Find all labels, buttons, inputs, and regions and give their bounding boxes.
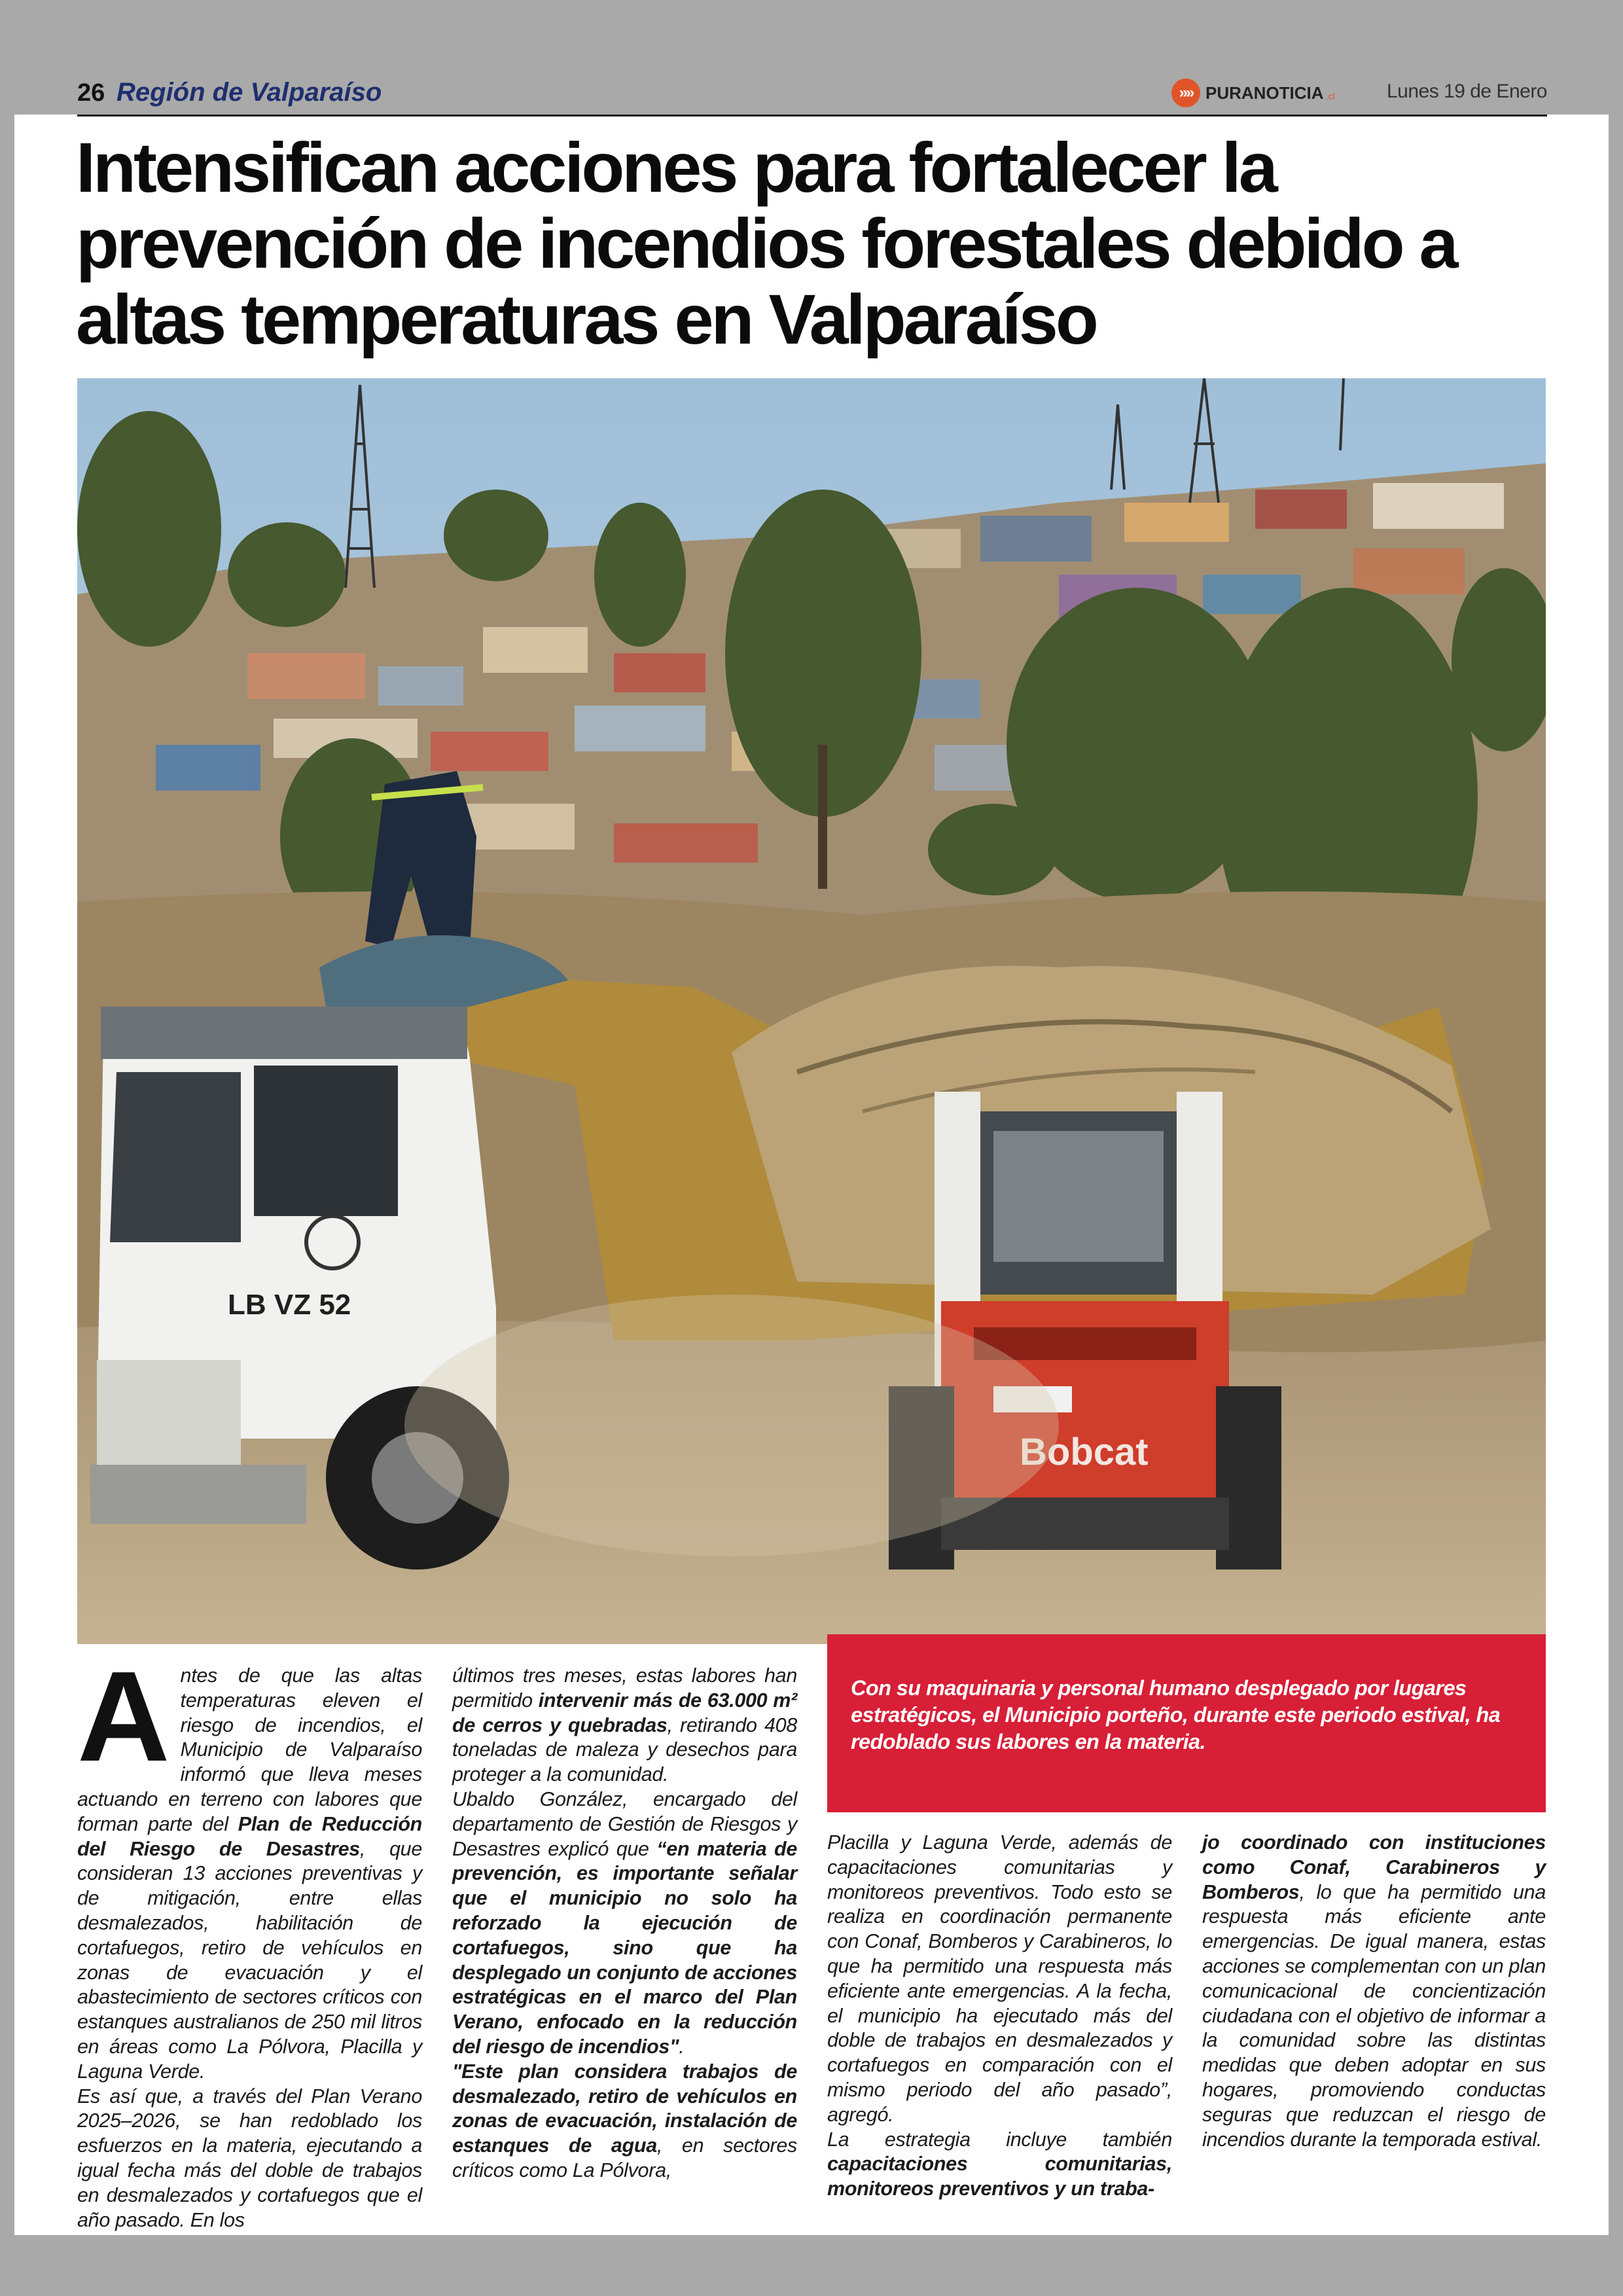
paragraph <box>77 2085 422 2233</box>
page-number: 26 <box>77 79 105 107</box>
text-run: La estrategia incluye también <box>827 2128 1172 2151</box>
bold-run: jo coordinado con instituciones como Conaf, Carabineros y Bomberos <box>1202 1831 1546 1903</box>
page-header <box>77 75 1547 117</box>
bold-run: capacitaciones comunitarias, monitoreos preventivos y un traba- <box>827 2153 1172 2200</box>
text-run: últimos tres meses, estas labores han permitido <box>452 1664 797 1712</box>
paragraph <box>452 1787 797 2060</box>
bold-run: “en materia de prevención, es importante señalar que el municipio no solo ha reforzado la ejecución de cortafuegos, sino que ha desplegado un conjunto de acciones estratégicas en el marco del Plan Verano, enfocado en la reducción del riesgo de incendios" <box>452 1837 797 2058</box>
article-photo <box>77 378 1546 1644</box>
text-run: ntes de que las altas temperaturas eleven el riesgo de incendios, el Municipio de Valparaíso informó que lleva meses actuando en terreno con labores que forman parte del <box>77 1664 422 1835</box>
pull-quote-text: Con su maquinaria y personal humano desplegado por lugares estratégicos, el Municipio porteño, durante este periodo estival, ha redoblado sus labores en la materia. <box>851 1676 1501 1753</box>
text-run: Es así que, a través del Plan Verano 2025–2026, se han redoblado los esfuerzos en la materia, ejecutando a igual fecha más del doble de trabajos en desmalezados y cortafuegos que el año pasado. En los <box>77 2085 422 2231</box>
article-column-4 <box>1202 1831 1546 2152</box>
brand-name: PURANOTICIA <box>1205 82 1324 103</box>
pull-quote-box <box>827 1634 1546 1812</box>
article-headline: Intensifican acciones para fortalecer la prevención de incendios forestales debido a altas temperaturas en Valparaíso <box>76 128 1456 359</box>
bold-run: intervenir más de 63.000 m² de cerros y quebradas <box>452 1689 797 1736</box>
brand-logo <box>1171 77 1335 109</box>
text-run: , retirando 408 toneladas de maleza y desechos para proteger a la comunidad. <box>452 1713 797 1786</box>
brand-suffix: .cl <box>1325 91 1335 101</box>
paragraph <box>827 1831 1172 2128</box>
text-run: Ubaldo González, encargado del departamento de Gestión de Riesgos y Desastres explicó que <box>452 1787 797 1860</box>
text-run: . <box>679 2035 685 2058</box>
section-name: Región de Valparaíso <box>116 78 382 107</box>
bold-run: Plan de Reducción del Riesgo de Desastres <box>77 1812 423 1860</box>
drop-cap: A <box>77 1645 170 1788</box>
article-column-2 <box>452 1664 797 2183</box>
issue-date: Lunes 19 de Enero <box>1386 81 1547 102</box>
truck-plate-text: LB VZ 52 <box>228 1289 351 1321</box>
loader-brand-text: Bobcat <box>1020 1431 1149 1473</box>
paragraph <box>452 2060 797 2183</box>
text-run: Placilla y Laguna Verde, además de capacitaciones comunitarias y monitoreos preventivos. Todo esto se realiza en coordinación permanente con Conaf, Bomberos y Carabineros, lo que ha permitido una respuesta más eficiente ante emergencias. A la fecha, el municipio ha ejecutado más del doble de trabajos en desmalezados y cortafuegos en comparación con el mismo periodo del año pasado”, agregó. <box>827 1831 1172 2126</box>
article-column-1 <box>77 1645 423 2233</box>
brand-chevrons-icon: »» <box>1171 79 1200 107</box>
article-column-3 <box>827 1831 1172 2202</box>
paragraph <box>827 2128 1172 2202</box>
bold-run: "Este plan considera trabajos de desmalezado, retiro de vehículos en zonas de evacuación, instalación de estanques de agua <box>452 2060 797 2157</box>
text-run: , que consideran 13 acciones preventivas y de mitigación, entre ellas desmalezados, habilitación de cortafuegos, retiro de vehículos en zonas de evacuación y el abastecimiento de sectores críticos con estanques australianos de 250 mil litros en áreas como La Pólvora, Placilla y Laguna Verde. <box>77 1837 422 2083</box>
text-run: , en sectores críticos como La Pólvora, <box>452 2134 797 2181</box>
paragraph <box>1202 1831 1546 2152</box>
paragraph <box>452 1664 797 1787</box>
text-run: , lo que ha permitido una respuesta más eficiente ante emergencias. De igual manera, estas acciones se complementan con un plan comunicacional de concientización ciudadana con el objetivo de informar a la comunidad sobre las distintas medidas que deben adoptar en sus hogares, promoviendo conductas seguras que reduzcan el riesgo de incendios durante la temporada estival. <box>1202 1880 1546 2151</box>
